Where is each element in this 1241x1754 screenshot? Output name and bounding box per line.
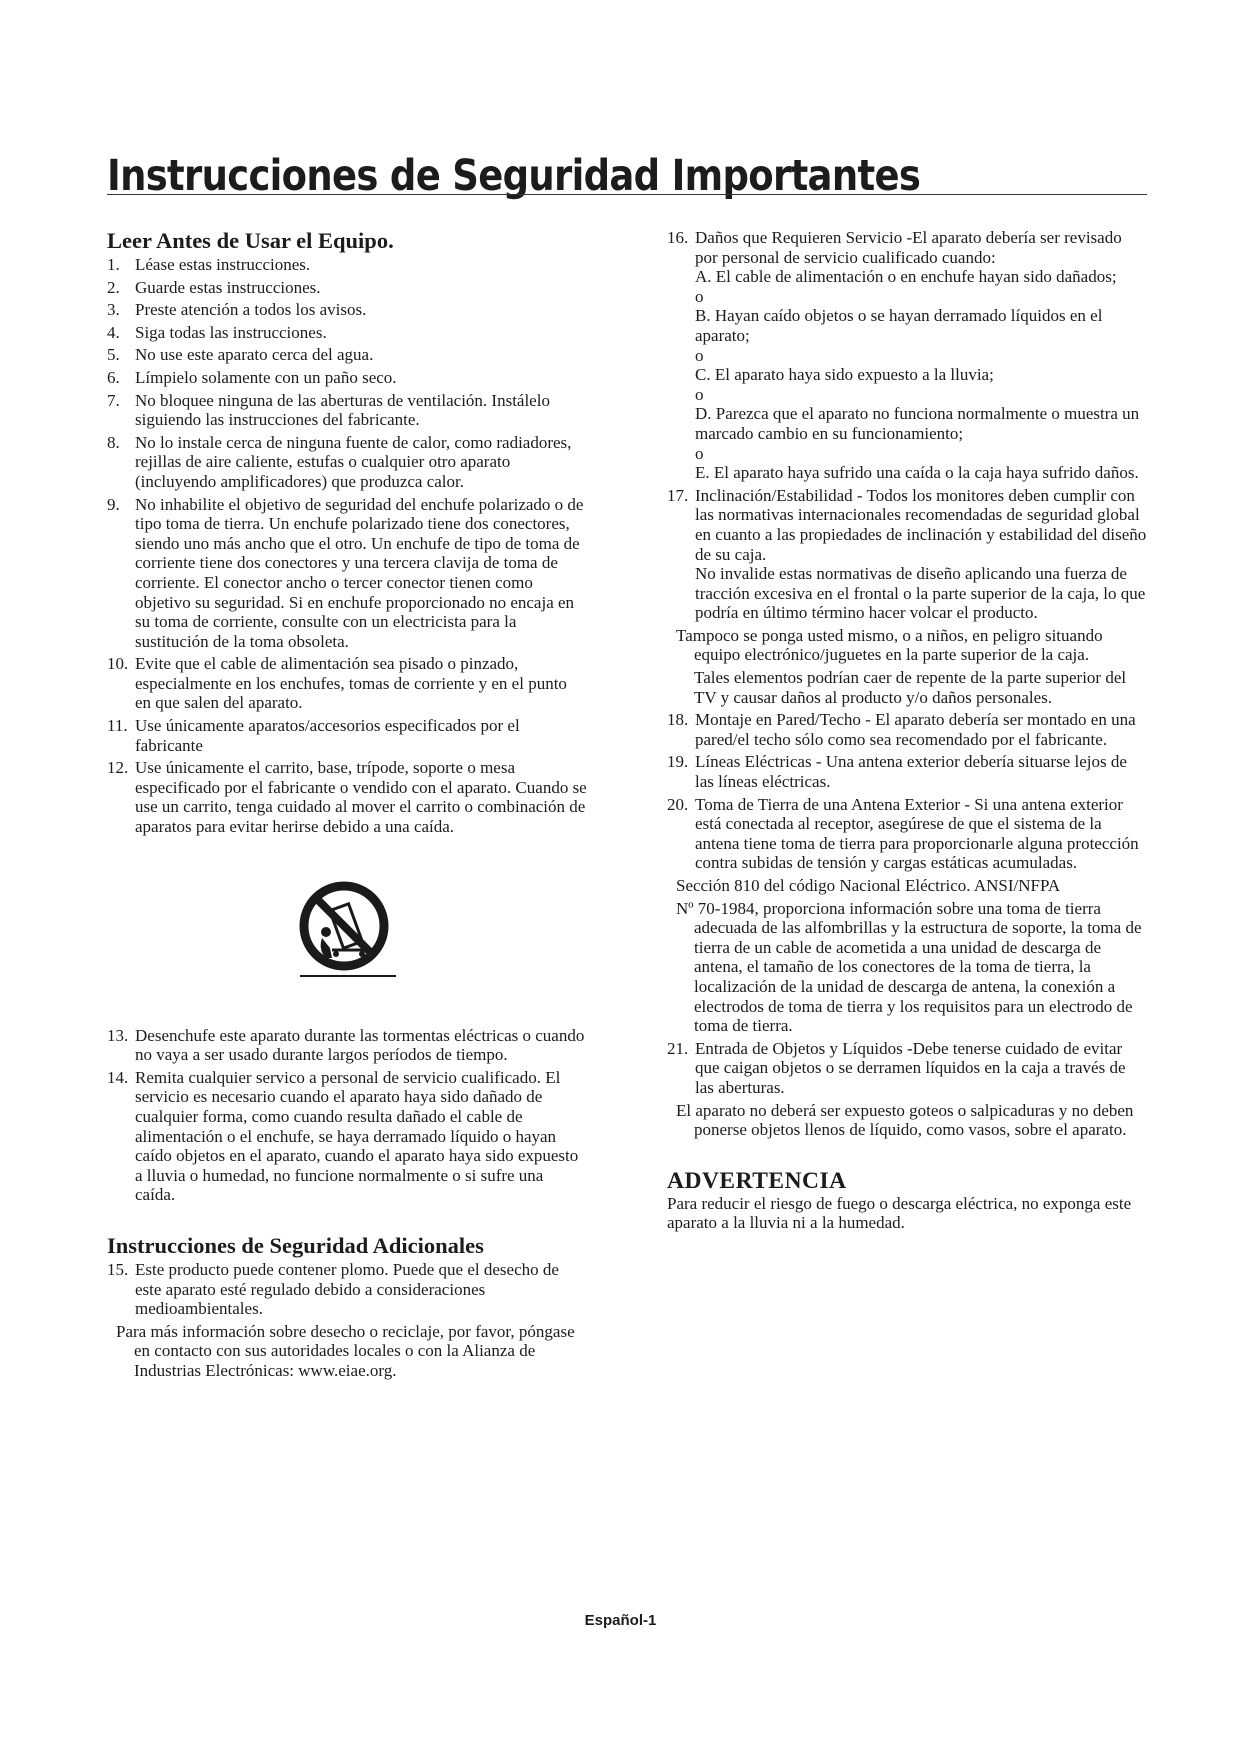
item-number: 14. [107, 1067, 129, 1087]
item-16-d: D. Parezca que el aparato no funciona normalmente o muestra un marcado cambio en su funcionamiento; [695, 404, 1140, 443]
list-item [107, 495, 587, 652]
item-text: Use únicamente aparatos/accesorios especificados por el fabricante [135, 716, 520, 755]
item-number: 11. [107, 716, 128, 736]
left-column [107, 228, 587, 1384]
list-item [107, 391, 587, 430]
item-text: Montaje en Pared/Techo - El aparato debería ser montado en una pared/el techo sólo como sea recomendado por el fabricante. [695, 710, 1136, 749]
item-text: Este producto puede contener plomo. Puede que el desecho de este aparato esté regulado debido a consideraciones medioambientales. [135, 1259, 559, 1319]
item-text: Límpielo solamente con un paño seco. [135, 367, 397, 387]
item-number: 2. [107, 277, 120, 297]
right-column [667, 228, 1147, 1233]
item-text: No inhabilite el objetivo de seguridad del enchufe polarizado o de tipo toma de tierra. Un enchufe polarizado tiene dos conectores, siendo uno más ancho que el otro. Un enchufe de tipo de toma de corriente tiene dos conectores y una tercera clavija de toma de corriente. El conector ancho o tercer conector tienen como objetivo su seguridad. Si en enchufe proporcionado no encaja en su toma de corriente, consulte con un electricista para la sustitución de la toma obsoleta. [135, 494, 584, 651]
note-17a: Tampoco se ponga usted mismo, o a niños, en peligro situando equipo electrónico/juguetes en la parte superior de la caja. [676, 625, 1103, 665]
section-heading-read-before-use: Leer Antes de Usar el Equipo. [107, 228, 394, 253]
item-number: 16. [667, 228, 689, 247]
item-text: Desenchufe este aparato durante las tormentas eléctricas o cuando no vaya a ser usado durante largos períodos de tiempo. [135, 1025, 585, 1065]
item-number: 19. [667, 752, 689, 772]
item-text: Entrada de Objetos y Líquidos -Debe tenerse cuidado de evitar que caigan objetos o se derramen líquidos en la caja a través de las aberturas. [695, 1038, 1126, 1097]
item-17-p1: Inclinación/Estabilidad - Todos los monitores deben cumplir con las normativas internacionales recomendadas de seguridad global en cuanto a las propiedades de inclinación y estabilidad del diseño de su caja. [695, 485, 1147, 564]
item-number: 18. [667, 710, 689, 730]
item-16-e: E. El aparato haya sufrido una caída o la caja haya sufrido daños. [695, 463, 1139, 483]
list-item [107, 433, 587, 492]
item-16-or: o [695, 443, 704, 463]
list-item [107, 758, 587, 836]
list-item [107, 345, 587, 365]
page-number: Español-1 [584, 1612, 657, 1629]
item-number: 9. [107, 494, 120, 514]
safety-list-2 [107, 1260, 587, 1319]
item-text: Guarde estas instrucciones. [135, 277, 321, 297]
item-text: No bloquee ninguna de las aberturas de ventilación. Instálelo siguiendo las instrucciones del fabricante. [135, 390, 550, 430]
item-text: Léase estas instrucciones. [135, 255, 311, 274]
list-item-18 [667, 710, 1147, 749]
list-item [107, 654, 587, 713]
item-number: 10. [107, 654, 129, 674]
list-item-21 [667, 1039, 1147, 1098]
item-number: 20. [667, 794, 689, 814]
list-item [107, 278, 587, 298]
item-text: Evite que el cable de alimentación sea pisado o pinzado, especialmente en los enchufes, tomas de corriente y en el punto en que salen del aparato. [135, 654, 567, 713]
recycling-note: Para más información sobre desecho o reciclaje, por favor, póngase en contacto con sus autoridades locales o con la Alianza de Industrias Electrónicas: www.eiae.org. [116, 1321, 575, 1380]
item-text: Toma de Tierra de una Antena Exterior - Si una antena exterior está conectada al receptor, asegúrese de que el sistema de la antena tiene toma de tierra para proporcionarle alguna protección contra subidas de tensión y cargas estáticas acumuladas. [695, 794, 1139, 873]
list-item [107, 1026, 587, 1065]
item-number: 8. [107, 432, 120, 452]
list-item-17 [667, 486, 1147, 623]
item-16-c: C. El aparato haya sido expuesto a la lluvia; [695, 365, 994, 385]
note-20b: Nº 70-1984, proporciona información sobre una toma de tierra adecuada de las alfombrillas y la estructura de soporte, la toma de tierra de un cable de acometida a una unidad de descarga de antena, el tamaño de los conectores de la toma de tierra, la localización de la unidad de descarga de antena, la conexión a electrodos de toma de tierra y los requisitos para un electrodo de toma de tierra. [676, 898, 1142, 1036]
safety-list-1-continued [107, 1026, 587, 1205]
item-16-b: B. Hayan caído objetos o se hayan derramado líquidos en el aparato; [695, 306, 1103, 345]
list-item [107, 368, 587, 388]
title-rule [107, 194, 1147, 195]
safety-list-1 [107, 255, 587, 837]
item-text: Use únicamente el carrito, base, trípode, soporte o mesa especificado por el fabricante o vendido con el aparato. Cuando se use un carrito, tenga cuidado al mover el carrito o combinación de aparatos para evitar herirse debido a una caída. [135, 758, 587, 837]
item-16-a: A. El cable de alimentación o en enchufe hayan sido dañados; [695, 267, 1117, 287]
item-number: 5. [107, 345, 120, 365]
list-item [107, 1260, 587, 1319]
item-text: Líneas Eléctricas - Una antena exterior debería situarse lejos de las líneas eléctricas. [695, 752, 1127, 792]
item-number: 15. [107, 1259, 129, 1279]
item-number: 13. [107, 1025, 129, 1045]
note-21: El aparato no deberá ser expuesto goteos o salpicaduras y no deben ponerse objetos llenos de líquido, como vasos, sobre el aparato. [676, 1100, 1134, 1140]
item-number: 21. [667, 1038, 689, 1058]
list-item [107, 255, 587, 275]
list-item-19 [667, 752, 1147, 791]
list-item-20 [667, 795, 1147, 873]
item-17-p2: No invalide estas normativas de diseño aplicando una fuerza de tracción excesiva en el frontal o la parte superior de la caja, lo que podría en último término hacer volcar el producto. [695, 564, 1146, 623]
item-text: No lo instale cerca de ninguna fuente de calor, como radiadores, rejillas de aire caliente, estufas o cualquier otro aparato (incluyendo amplificadores) que produzca calor. [135, 432, 572, 491]
item-number: 1. [107, 255, 120, 274]
page-title: Instrucciones de Seguridad Importantes [107, 151, 921, 201]
list-item [107, 716, 587, 755]
list-item [107, 323, 587, 343]
item-text: Siga todas las instrucciones. [135, 322, 327, 342]
item-number: 12. [107, 758, 129, 778]
cart-warning-figure [107, 840, 587, 1026]
list-item [107, 300, 587, 320]
item-16-intro: Daños que Requieren Servicio -El aparato debería ser revisado por personal de servicio cualificado cuando: [695, 228, 1122, 267]
item-number: 7. [107, 390, 120, 410]
warning-heading: ADVERTENCIA [667, 1167, 847, 1194]
item-text: Preste atención a todos los avisos. [135, 300, 367, 320]
no-cart-tipover-icon [292, 880, 402, 980]
list-item [107, 1068, 587, 1205]
section-heading-additional: Instrucciones de Seguridad Adicionales [107, 1232, 484, 1258]
item-text [695, 228, 1147, 483]
item-text: Remita cualquier servico a personal de servicio cualificado. El servicio es necesario cuando el aparato haya sido dañado de cualquier forma, como cuando resulta dañado el cable de alimentación o el enchufe, se haya derramado líquido o hayan caído objetos en el aparato, cuando el aparato haya sido expuesto a lluvia o humedad, no funcione normalmente o si sufre una caída. [135, 1067, 579, 1205]
item-16-or: o [695, 345, 704, 365]
warning-text: Para reducir el riesgo de fuego o descarga eléctrica, no exponga este aparato a la lluvia ni a la humedad. [667, 1193, 1132, 1233]
item-text [695, 486, 1147, 623]
item-number: 17. [667, 485, 689, 505]
list-item-16 [667, 228, 1147, 483]
note-17b: Tales elementos podrían caer de repente de la parte superior del TV y causar daños al producto y/o daños personales. [694, 668, 1127, 707]
item-number: 4. [107, 322, 120, 342]
note-20a: Sección 810 del código Nacional Eléctrico. ANSI/NFPA [676, 876, 1061, 895]
item-16-or: o [695, 286, 704, 306]
item-16-or: o [695, 384, 704, 404]
item-number: 6. [107, 367, 120, 387]
item-number: 3. [107, 300, 120, 320]
item-text: No use este aparato cerca del agua. [135, 345, 374, 365]
